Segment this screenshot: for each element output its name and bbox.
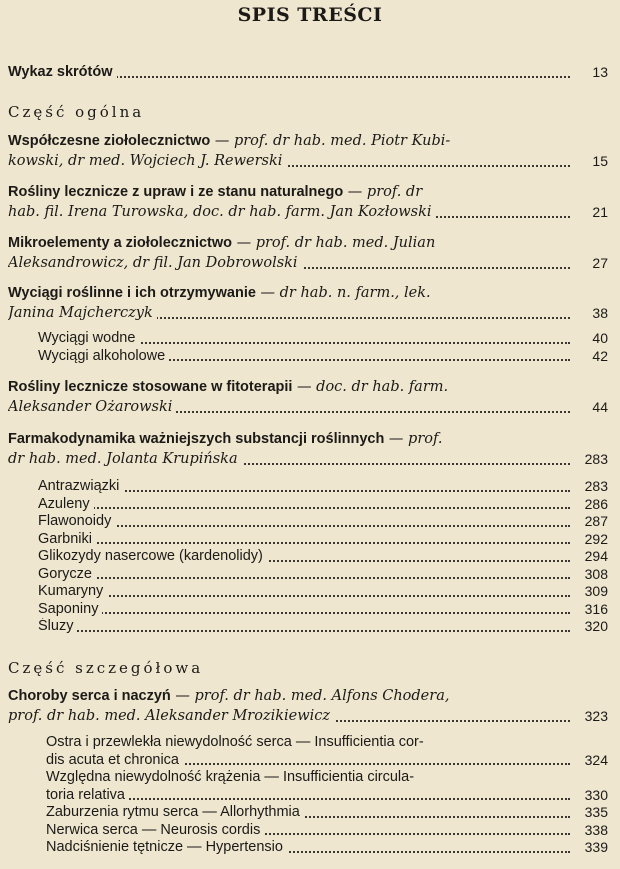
page-number: 38 xyxy=(588,303,608,323)
entry-authors: Janina Majcherczyk xyxy=(8,305,157,321)
subentry-title: Względna niewydolność krążenia — Insufficientia circula- xyxy=(46,769,418,785)
entry-authors: — prof. dr hab. med. Alfons Chodera, xyxy=(170,688,450,704)
page-number: 338 xyxy=(581,822,608,840)
toc-subentry[interactable] xyxy=(38,348,612,366)
section-heading-specific: Część szczegółowa xyxy=(8,659,204,677)
page-number: 309 xyxy=(581,583,608,601)
subentry-title: Wyciągi alkoholowe xyxy=(38,348,169,364)
entry-authors: — prof. dr hab. med. Julian xyxy=(232,235,436,251)
subentry-title: Gorycze xyxy=(38,566,96,582)
entry-title: Mikroelementy a ziołolecznictwo xyxy=(8,235,232,251)
page-number: 40 xyxy=(588,330,608,348)
page-number: 283 xyxy=(581,449,608,469)
entry-authors: kowski, dr med. Wojciech J. Rewerski xyxy=(8,153,286,169)
page-title: SPIS TREŚCI xyxy=(237,4,383,26)
toc-entry[interactable] xyxy=(8,686,612,726)
entry-authors: Aleksandrowicz, dr fil. Jan Dobrowolski xyxy=(8,255,302,271)
subentry-title: toria relativa xyxy=(46,787,129,803)
entry-title: Farmakodynamika ważniejszych substancji roślinnych xyxy=(8,431,385,447)
toc-subentry[interactable] xyxy=(38,513,612,531)
toc-subentry[interactable] xyxy=(46,734,612,752)
page-number: 320 xyxy=(581,618,608,636)
entry-authors: dr hab. med. Jolanta Krupińska xyxy=(8,451,242,467)
page-number: 42 xyxy=(588,348,608,366)
entry-authors: — doc. dr hab. farm. xyxy=(292,379,449,395)
toc-subentry[interactable] xyxy=(38,330,612,348)
page-number: 323 xyxy=(581,706,608,726)
subentry-title: Nerwica serca — Neurosis cordis xyxy=(46,822,264,838)
section-heading-general: Część ogólna xyxy=(8,103,145,121)
page-number: 330 xyxy=(581,787,608,805)
page-number: 286 xyxy=(581,496,608,514)
toc-subentry[interactable] xyxy=(38,583,612,601)
toc-entry[interactable] xyxy=(8,283,612,323)
toc-subentry[interactable] xyxy=(38,496,612,514)
entry-authors: — prof. dr xyxy=(343,184,423,200)
subentry-title: Flawonoidy xyxy=(38,513,115,529)
page-number: 27 xyxy=(588,253,608,273)
page-number: 15 xyxy=(588,151,608,171)
subentry-title: Kumaryny xyxy=(38,583,107,599)
entry-authors: prof. dr hab. med. Aleksander Mrozikiewicz xyxy=(8,708,334,724)
toc-entry-abbreviations[interactable] xyxy=(8,62,612,82)
page-number: 308 xyxy=(581,566,608,584)
toc-subentry[interactable] xyxy=(46,787,612,805)
entry-authors: — prof. xyxy=(384,431,443,447)
subentry-title: Saponiny xyxy=(38,601,102,617)
toc-entry[interactable] xyxy=(8,131,612,171)
toc-subentry[interactable] xyxy=(46,769,612,787)
toc-subentries xyxy=(46,734,612,857)
toc-subentry[interactable] xyxy=(38,601,612,619)
entry-authors: — prof. dr hab. med. Piotr Kubi- xyxy=(210,133,451,149)
toc-subentry[interactable] xyxy=(38,566,612,584)
toc-subentry[interactable] xyxy=(38,531,612,549)
entry-authors: Aleksander Ożarowski xyxy=(8,399,176,415)
toc-entry[interactable] xyxy=(8,233,612,273)
page-number: 44 xyxy=(588,397,608,417)
entry-title: Rośliny lecznicze z upraw i ze stanu naturalnego xyxy=(8,184,344,200)
toc-subentry[interactable] xyxy=(46,752,612,770)
toc-entry[interactable] xyxy=(8,182,612,222)
toc-subentry[interactable] xyxy=(38,478,612,496)
subentry-title: Wyciągi wodne xyxy=(38,330,139,346)
page-number: 324 xyxy=(581,752,608,770)
toc-entry[interactable] xyxy=(8,377,612,417)
page-number: 339 xyxy=(581,839,608,857)
entry-authors: hab. fil. Irena Turowska, doc. dr hab. farm. Jan Kozłowski xyxy=(8,204,436,220)
toc-subentry[interactable] xyxy=(46,822,612,840)
toc-entry[interactable] xyxy=(8,429,612,469)
page-number: 335 xyxy=(581,804,608,822)
subentry-title: Śluzy xyxy=(38,618,77,634)
subentry-title: Zaburzenia rytmu serca — Allorhythmia xyxy=(46,804,304,820)
page-number: 283 xyxy=(581,478,608,496)
entry-title: Choroby serca i naczyń xyxy=(8,688,171,704)
subentry-title: Garbniki xyxy=(38,531,96,547)
toc-subentries xyxy=(38,330,612,365)
subentry-title: Antrazwiązki xyxy=(38,478,123,494)
entry-title: Wykaz skrótów xyxy=(8,64,117,80)
toc-subentry[interactable] xyxy=(46,804,612,822)
page-number: 292 xyxy=(581,531,608,549)
subentry-title: dis acuta et chronica xyxy=(46,752,183,768)
page-number: 13 xyxy=(588,62,608,82)
toc-subentry[interactable] xyxy=(38,618,612,636)
subentry-title: Ostra i przewlekła niewydolność serca — Insufficientia cor- xyxy=(46,734,428,750)
toc-subentry[interactable] xyxy=(46,839,612,857)
page-number: 294 xyxy=(581,548,608,566)
page-number: 21 xyxy=(588,202,608,222)
entry-title: Rośliny lecznicze stosowane w fitoterapii xyxy=(8,379,293,395)
subentry-title: Azuleny xyxy=(38,496,94,512)
entry-title: Współczesne ziołolecznictwo xyxy=(8,133,211,149)
page-number: 287 xyxy=(581,513,608,531)
entry-title: Wyciągi roślinne i ich otrzymywanie xyxy=(8,285,256,301)
toc-subentries xyxy=(38,478,612,636)
subentry-title: Nadciśnienie tętnicze — Hypertensio xyxy=(46,839,287,855)
page-number: 316 xyxy=(581,601,608,619)
entry-authors: — dr hab. n. farm., lek. xyxy=(255,285,431,301)
subentry-title: Glikozydy nasercowe (kardenolidy) xyxy=(38,548,267,564)
toc-subentry[interactable] xyxy=(38,548,612,566)
